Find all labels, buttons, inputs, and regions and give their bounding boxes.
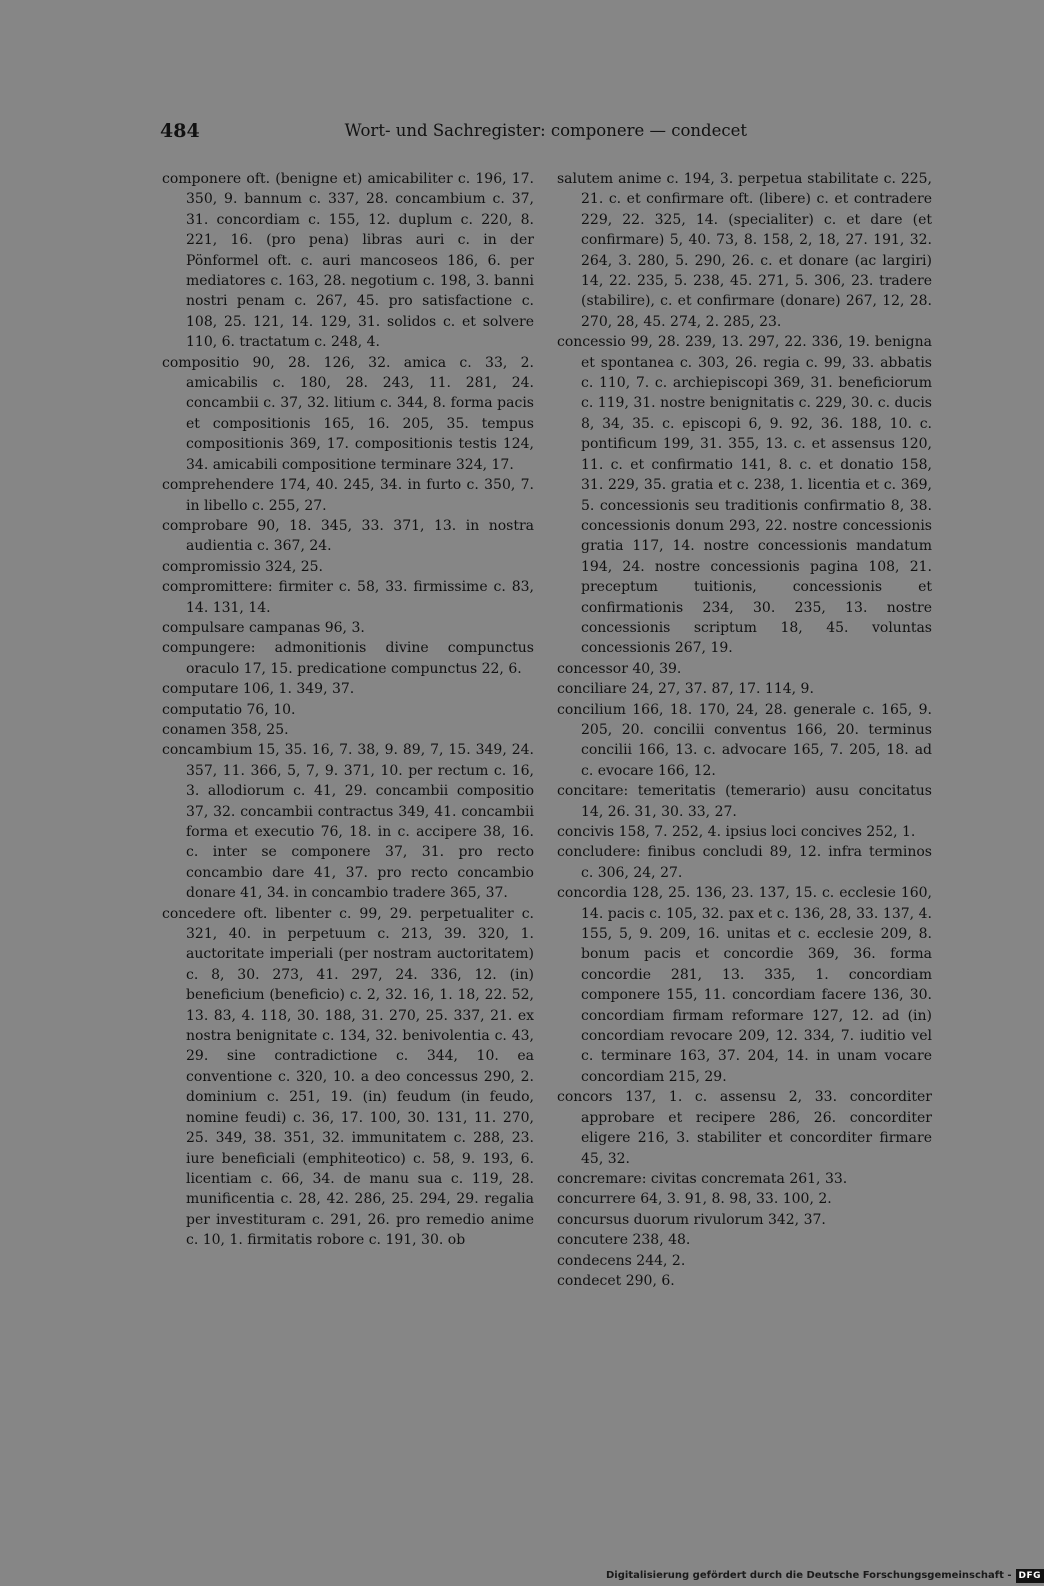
index-entry: computare 106, 1. 349, 37. — [162, 681, 355, 698]
index-entry: compulsare campanas 96, 3. — [162, 619, 365, 636]
page-number: 484 — [160, 120, 200, 142]
index-entry: componere oft. (benigne et) amicabiliter c. 196, 17. 350, 9. bannum c. 337, 28. concambium c. 37, 31. concordiam c. 155, 12. duplum c. 220, 8. 221, 16. (pro pena) libras auri c. in der Pönformel oft. c. auri mancoseos 186, 6. per mediatores c. 163, 28. negotium c. 198, 3. banni nostri penam c. 267, 45. pro satisfactione c. 108, 25. 121, 14. 129, 31. solidos c. et solvere 110, 6. tractatum c. 248, 4. — [162, 171, 534, 351]
index-entry: concordia 128, 25. 136, 23. 137, 15. c. ecclesie 160, 14. pacis c. 105, 32. pax et c. 136, 28, 33. 137, 4. 155, 5, 9. 209, 16. unitas et c. ecclesie 209, 8. bonum pacis et concordie 369, 36. forma concordie 281, 13. 335, 1. concordiam componere 155, 11. concordiam facere 136, 30. concordiam firmam reformare 127, 12. ad (in) concordiam revocare 209, 12. 334, 7. iuditio vel c. terminare 163, 37. 204, 14. in unam vocare concordiam 215, 29. — [557, 885, 932, 1085]
index-entry: compositio 90, 28. 126, 32. amica c. 33, 2. amicabilis c. 180, 28. 243, 11. 281, 24. concambii c. 37, 32. litium c. 344, 8. forma pacis et compositionis 165, 16. 205, 35. tempus compositionis 369, 17. compositionis testis 124, 34. amicabili compositione terminare 324, 17. — [162, 354, 534, 473]
index-column-left — [162, 169, 534, 1251]
index-entry: concursus duorum rivulorum 342, 37. — [557, 1211, 826, 1228]
dfg-logo-icon: DFG — [1016, 1569, 1044, 1583]
index-entry: concilium 166, 18. 170, 24, 28. generale c. 165, 9. 205, 20. concilii conventus 166, 20. terminus concilii 166, 13. c. advocare 165, 7. 205, 18. ad c. evocare 166, 12. — [557, 701, 932, 779]
index-entry: concessio 99, 28. 239, 13. 297, 22. 336, 19. benigna et spontanea c. 303, 26. regia c. 99, 33. abbatis c. 110, 7. c. archiepiscopi 369, 31. beneficiorum c. 119, 31. nostre benignitatis c. 229, 30. c. ducis 8, 34, 35. c. episcopi 6, 9. 92, 36. 188, 10. c. pontificum 199, 31. 355, 13. c. et assensus 120, 11. c. et confirmatio 141, 8. c. et donatio 158, 31. 229, 35. gratia et c. 238, 1. licentia et c. 369, 5. concessionis seu traditionis confirmatio 8, 38. concessionis donum 293, 22. nostre concessionis gratia 117, 14. nostre concessionis mandatum 194, 24. nostre concessionis pagina 108, 21. preceptum tuitionis, concessionis et confirmationis 234, 30. 235, 13. nostre concessionis scriptum 18, 45. voluntas concessionis 267, 19. — [557, 334, 932, 657]
index-entry: concludere: finibus concludi 89, 12. infra terminos c. 306, 24, 27. — [557, 844, 932, 881]
running-head: Wort- und Sachregister: componere — condecet — [344, 121, 747, 140]
index-entry: conamen 358, 25. — [162, 721, 289, 738]
digitization-footer — [606, 1565, 1042, 1586]
index-entry: concremare: civitas concremata 261, 33. — [557, 1170, 848, 1187]
index-column-right — [557, 169, 932, 1291]
index-entry: concurrere 64, 3. 91, 8. 98, 33. 100, 2. — [557, 1191, 832, 1208]
index-entry: concambium 15, 35. 16, 7. 38, 9. 89, 7, 15. 349, 24. 357, 11. 366, 5, 7, 9. 371, 10. per rectum c. 16, 3. allodiorum c. 41, 29. concambii compositio 37, 32. concambii contractus 349, 41. concambii forma et executio 76, 18. in c. accipere 38, 16. c. inter se componere 37, 31. pro recto concambio dare 41, 37. pro recto concambio donare 41, 34. in concambio tradere 365, 37. — [162, 742, 534, 902]
index-entry: conciliare 24, 27, 37. 87, 17. 114, 9. — [557, 681, 814, 698]
index-entry: comprehendere 174, 40. 245, 34. in furto c. 350, 7. in libello c. 255, 27. — [162, 477, 534, 514]
index-entry: concivis 158, 7. 252, 4. ipsius loci concives 252, 1. — [557, 824, 916, 840]
index-entry: compungere: admonitionis divine compunctus oraculo 17, 15. predicatione compunctus 22, 6. — [162, 640, 534, 677]
page-header — [160, 120, 747, 144]
index-entry: concutere 238, 48. — [557, 1232, 691, 1249]
index-entry: concitare: temeritatis (temerario) ausu concitatus 14, 26. 31, 30. 33, 27. — [557, 783, 932, 820]
index-entry: concedere oft. libenter c. 99, 29. perpetualiter c. 321, 40. in perpetuum c. 213, 39. 320, 1. auctoritate imperiali (per nostram auctoritatem) c. 8, 30. 273, 41. 297, 24. 336, 12. (in) beneficium (beneficio) c. 2, 32. 16, 1. 18, 22. 52, 13. 83, 4. 118, 30. 188, 31. 270, 25. 337, 21. ex nostra benignitate c. 134, 32. benivolentia c. 43, 29. sine contradictione c. 344, 10. ea conventione c. 320, 10. a deo concessus 290, 2. dominium c. 251, 19. (in) feudum (in feudo, nomine feudi) c. 36, 17. 100, 30. 131, 11. 270, 25. 349, 38. 351, 32. immunitatem c. 288, 23. iure beneficiali (emphiteotico) c. 58, 9. 193, 6. licentiam c. 66, 34. de manu sua c. 119, 28. munificentia c. 28, 42. 286, 25. 294, 29. regalia per investituram c. 291, 26. pro remedio anime c. 10, 1. firmitatis robore c. 191, 30. ob — [162, 905, 534, 1249]
index-entry: condecens 244, 2. — [557, 1252, 686, 1269]
index-entry: computatio 76, 10. — [162, 701, 296, 718]
index-entry: compromittere: firmiter c. 58, 33. firmissime c. 83, 14. 131, 14. — [162, 579, 534, 616]
index-entry: concors 137, 1. c. assensu 2, 33. concorditer approbare et recipere 286, 26. concorditer eligere 216, 3. stabiliter et concorditer firmare 45, 32. — [557, 1089, 932, 1167]
index-entry: comprobare 90, 18. 345, 33. 371, 13. in nostra audientia c. 367, 24. — [162, 517, 534, 555]
index-entry: condecet 290, 6. — [557, 1272, 675, 1289]
footer-credit: Digitalisierung gefördert durch die Deutsche Forschungsgemeinschaft - — [606, 1570, 1012, 1581]
index-entry: concessor 40, 39. — [557, 660, 682, 677]
index-entry: salutem anime c. 194, 3. perpetua stabilitate c. 225, 21. c. et confirmare oft. (libere) c. et contradere 229, 22. 325, 14. (specialiter) c. et dare (et confirmare) 5, 40. 73, 8. 158, 2, 18, 27. 191, 32. 264, 3. 280, 5. 290, 26. c. et donare (ac largiri) 14, 22. 235, 5. 238, 45. 271, 5. 306, 23. tradere (stabilire), c. et confirmare (donare) 267, 12, 28. 270, 28, 45. 274, 2. 285, 23. — [557, 171, 932, 330]
index-entry: compromissio 324, 25. — [162, 558, 323, 575]
